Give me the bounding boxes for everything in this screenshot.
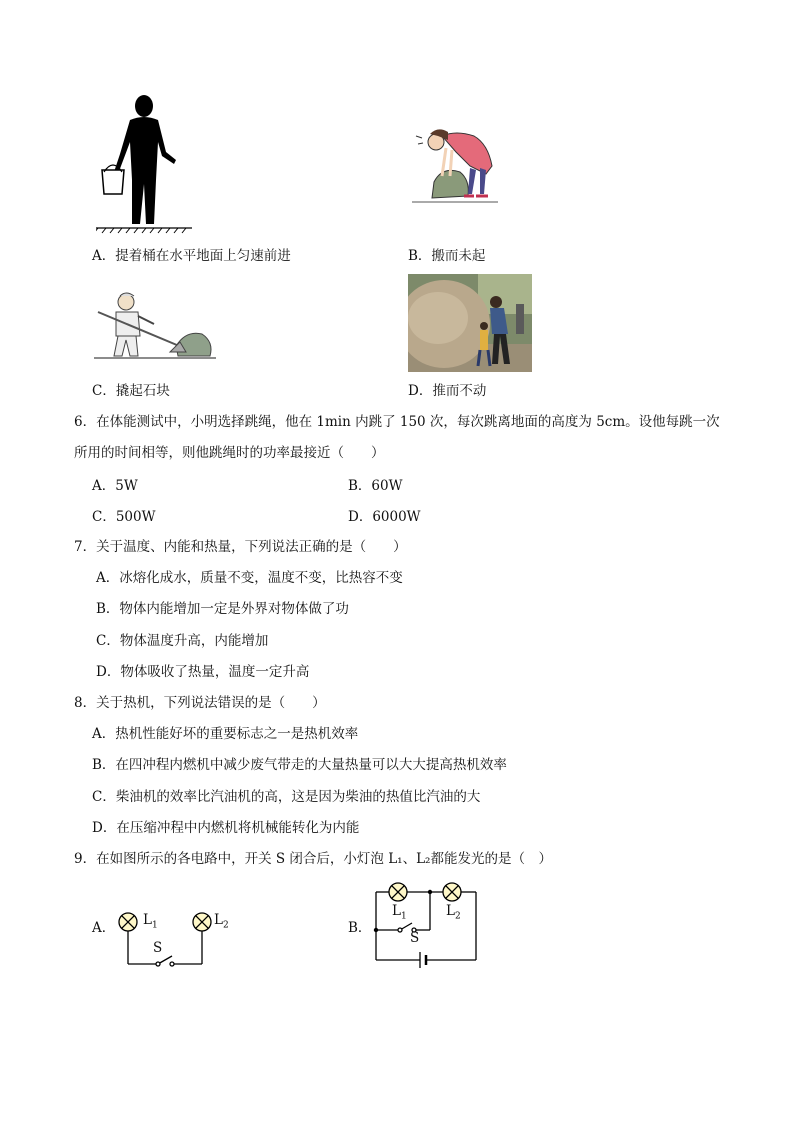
circuit-b-switch-label: S	[410, 930, 420, 946]
q6-option-c: C．500W	[92, 509, 156, 525]
q6-option-a: A．5W	[92, 478, 138, 494]
circuit-a-l2-label: $L_2$	[214, 912, 229, 931]
q6-option-d: D．6000W	[348, 509, 421, 525]
q5-option-a: A．提着桶在水平地面上匀速前进	[92, 248, 291, 264]
circuit-a-diagram	[112, 900, 238, 972]
circuit-b-diagram	[370, 878, 482, 974]
q7-option-d: D．物体吸收了热量，温度一定升高	[96, 664, 310, 680]
q8-stem: 8．关于热机，下列说法错误的是（ ）	[74, 695, 326, 711]
q8-option-a: A．热机性能好坏的重要标志之一是热机效率	[92, 726, 359, 742]
q7-option-a: A．冰熔化成水，质量不变，温度不变，比热容不变	[96, 570, 403, 586]
q6-stem-line2: 所用的时间相等，则他跳绳时的功率最接近（ ）	[74, 445, 385, 461]
circuit-b-l2-label: $L_2$	[446, 903, 461, 922]
girl-lifting-rock-image	[412, 122, 498, 206]
q8-option-d: D．在压缩冲程中内燃机将机械能转化为内能	[92, 820, 360, 836]
q9-option-a-label: A．	[92, 920, 116, 936]
q9-option-b-label: B．	[348, 920, 372, 936]
q7-stem: 7．关于温度、内能和热量，下列说法正确的是（ ）	[74, 539, 407, 555]
q5-option-b: B．搬而未起	[408, 248, 486, 264]
q6-option-b: B．60W	[348, 478, 403, 494]
q8-option-b: B．在四冲程内燃机中减少废气带走的大量热量可以大大提高热机效率	[92, 757, 507, 773]
q5-option-d: D．推而不动	[408, 383, 487, 399]
q8-option-c: C．柴油机的效率比汽油机的高，这是因为柴油的热值比汽油的大	[92, 789, 481, 805]
q6-stem-line1: 6．在体能测试中，小明选择跳绳，他在 1min 内跳了 150 次，每次跳离地面的高度为 5cm。设他每跳一次	[74, 414, 720, 430]
man-prying-rock-image	[94, 290, 216, 364]
circuit-a-switch-label: S	[153, 940, 163, 956]
people-pushing-boulder-image	[408, 274, 532, 372]
circuit-b-l1-label: $L_1$	[392, 903, 407, 922]
person-carrying-bucket-image	[96, 92, 196, 234]
circuit-a-l1-label: $L_1$	[143, 912, 158, 931]
q7-option-c: C．物体温度升高，内能增加	[96, 633, 269, 649]
q9-stem: 9．在如图所示的各电路中，开关 S 闭合后，小灯泡 L₁、L₂都能发光的是（ ）	[74, 851, 552, 867]
q5-option-c: C．撬起石块	[92, 383, 170, 399]
q7-option-b: B．物体内能增加一定是外界对物体做了功	[96, 601, 349, 617]
